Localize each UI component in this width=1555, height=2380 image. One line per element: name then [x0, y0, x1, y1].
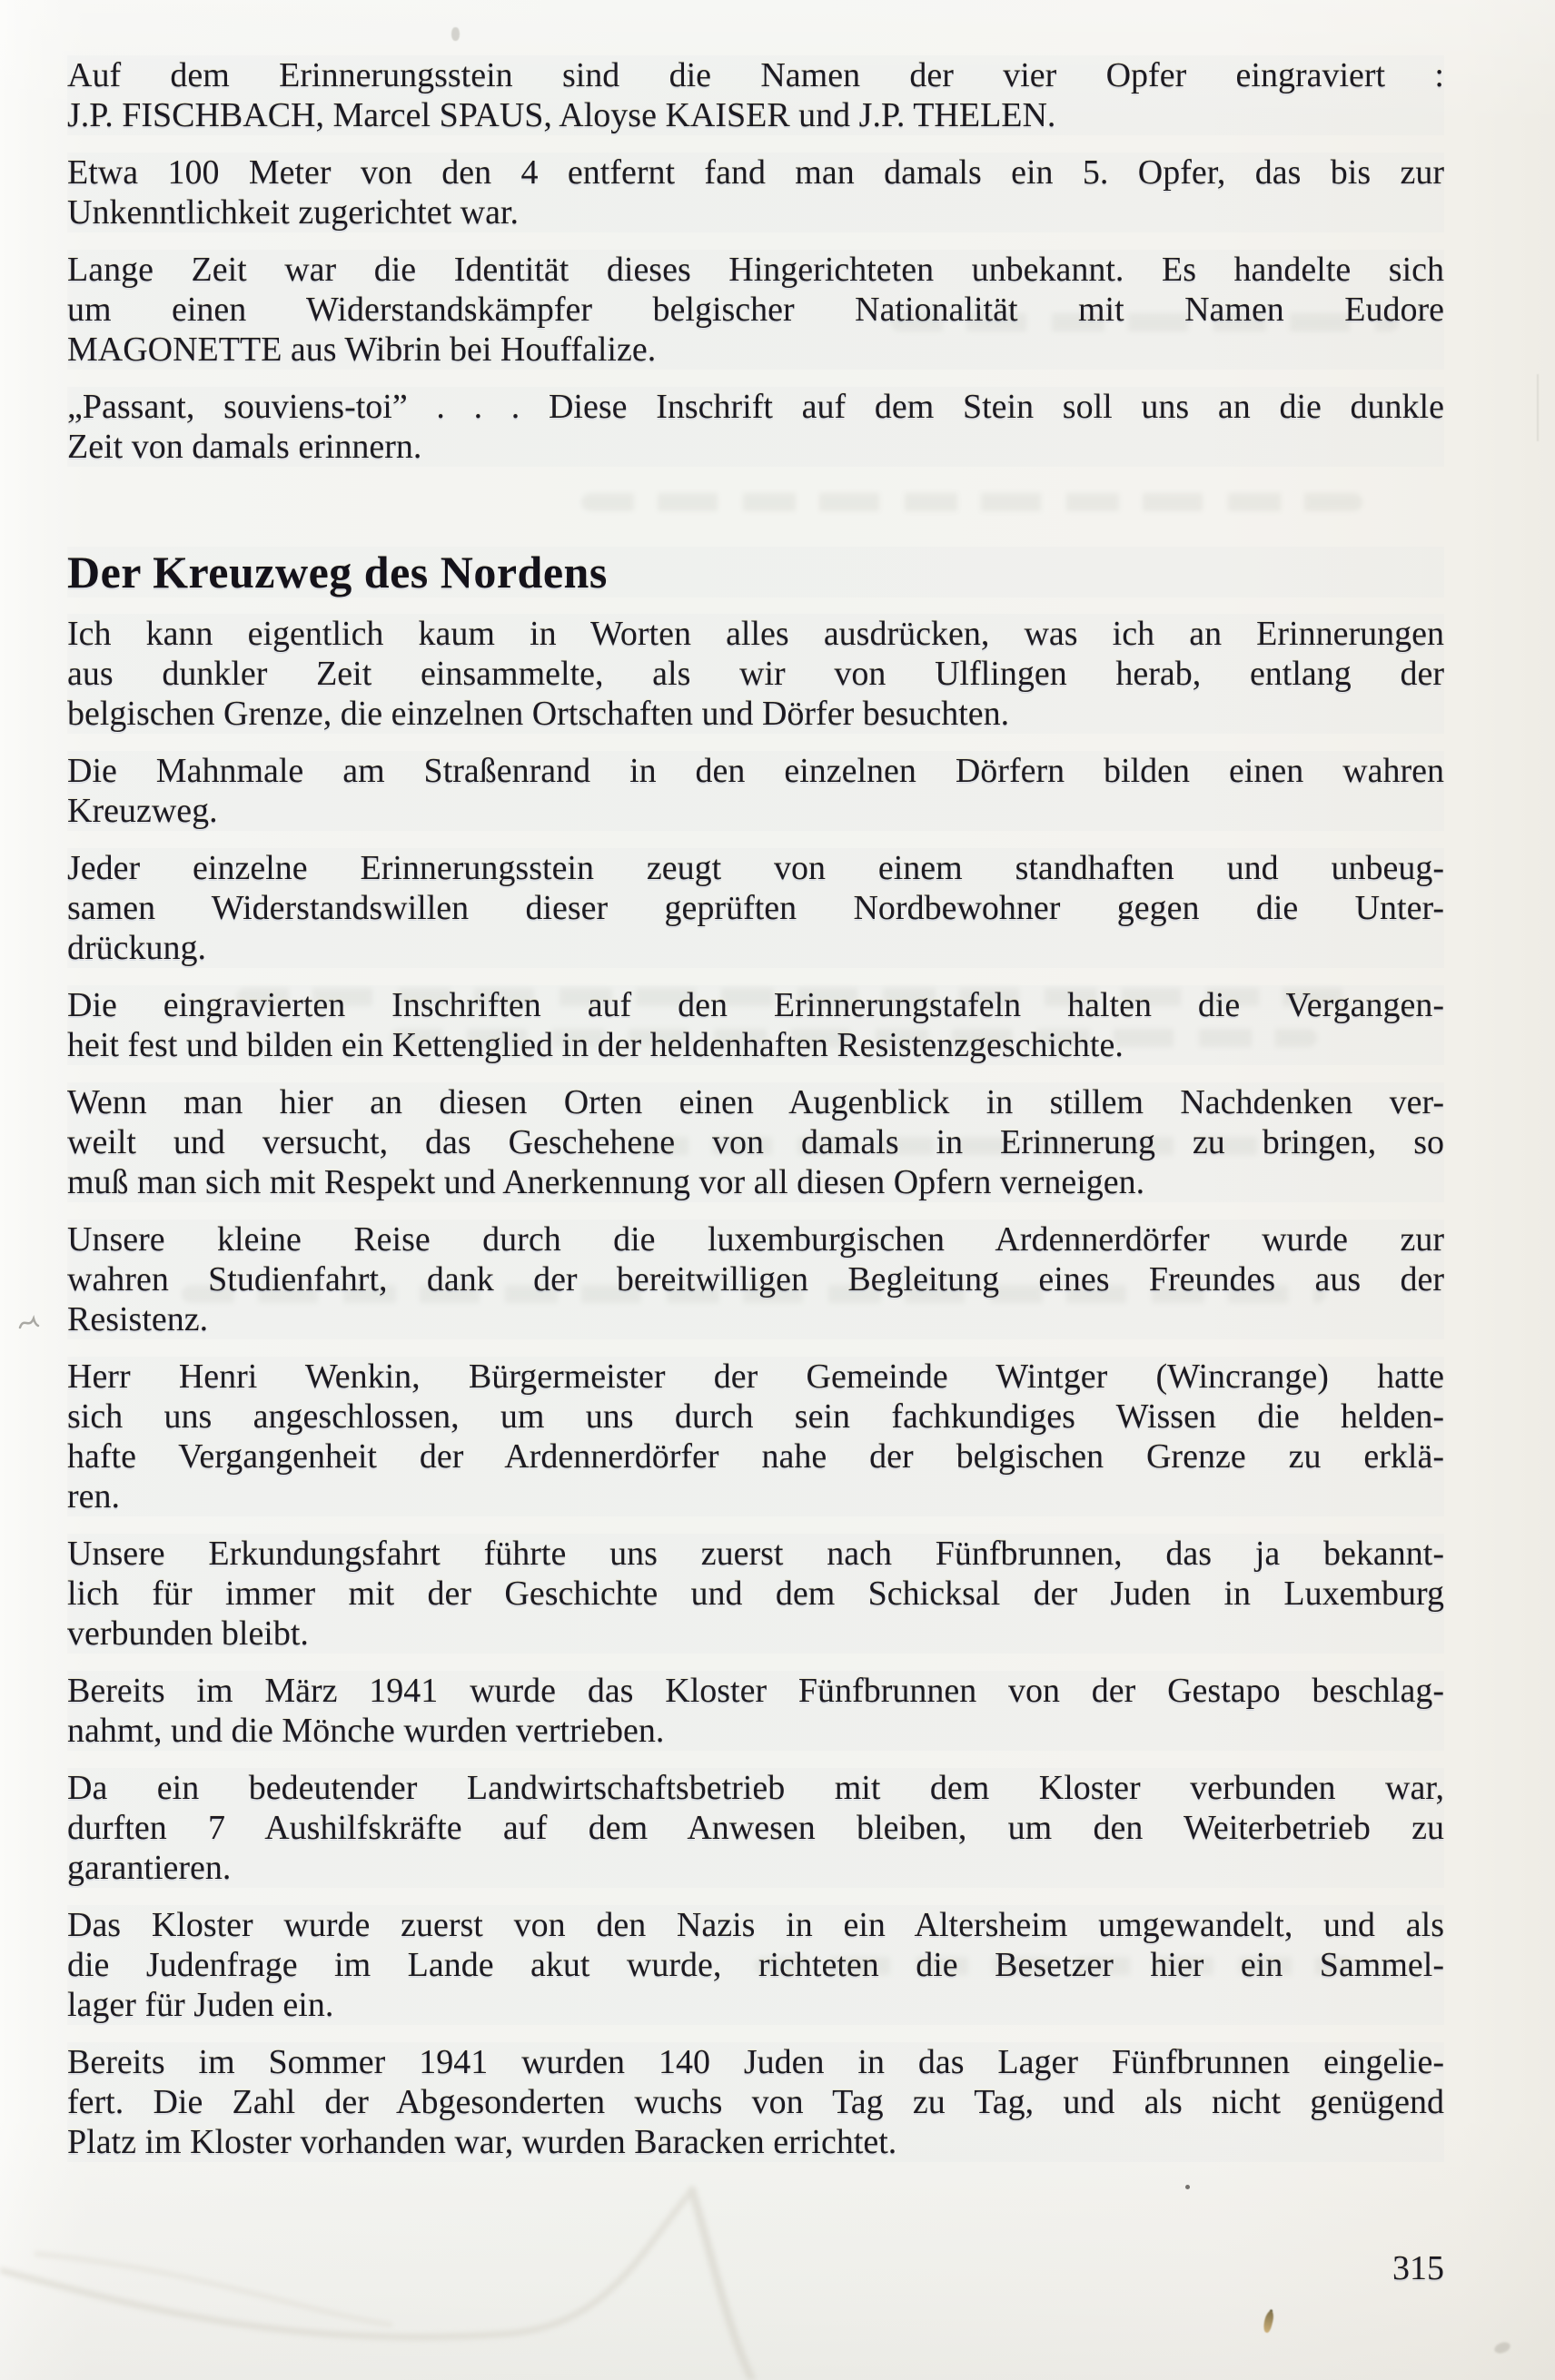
paragraph-line: Die eingravierten Inschriften auf den Erinnerungstafeln halten die Vergangen- — [67, 986, 1444, 1024]
smudge-fleck-artifact — [1493, 2340, 1512, 2355]
paragraph — [67, 1768, 1444, 1888]
paper-crease-artifact — [1537, 374, 1539, 441]
paragraph-line: Bereits im Sommer 1941 wurden 140 Juden in das Lager Fünfbrunnen eingelie- — [67, 2043, 1444, 2081]
paragraph-line: um einen Widerstandskämpfer belgischer Nationalität mit Namen Eudore — [67, 291, 1444, 329]
paragraph-line: nahmt, und die Mönche wurden vertrieben. — [67, 1711, 1444, 1751]
paragraph-line: belgischen Grenze, die einzelnen Ortschaften und Dörfer besuchten. — [67, 694, 1444, 734]
paragraph-line: weilt und versucht, das Geschehene von damals in Erinnerung zu bringen, so — [67, 1123, 1444, 1161]
paragraph-line: fert. Die Zahl der Abgesonderten wuchs von Tag zu Tag, und als nicht genügend — [67, 2083, 1444, 2121]
paragraph-line: Platz im Kloster vorhanden war, wurden Baracken errichtet. — [67, 2122, 1444, 2162]
paragraph — [67, 848, 1444, 968]
paragraph-line: Lange Zeit war die Identität dieses Hingerichteten unbekannt. Es handelte sich — [67, 251, 1444, 289]
paragraph — [67, 1220, 1444, 1339]
page-number: 315 — [1392, 2249, 1444, 2287]
paragraph-line: Herr Henri Wenkin, Bürgermeister der Gemeinde Wintger (Wincrange) hatte — [67, 1358, 1444, 1396]
paragraph-line: sich uns angeschlossen, um uns durch sein fachkundiges Wissen die helden- — [67, 1397, 1444, 1436]
paragraph-line: Zeit von damals erinnern. — [67, 427, 1444, 467]
paragraph-line: Unkenntlichkeit zugerichtet war. — [67, 193, 1444, 232]
paragraph-line: wahren Studienfahrt, dank der bereitwilligen Begleitung eines Freundes aus der — [67, 1260, 1444, 1299]
paragraph-line: Das Kloster wurde zuerst von den Nazis in ein Altersheim umgewandelt, und als — [67, 1906, 1444, 1944]
paragraph-line: Unsere kleine Reise durch die luxemburgischen Ardennerdörfer wurde zur — [67, 1220, 1444, 1259]
paragraph-line: muß man sich mit Respekt und Anerkennung vor all diesen Opfern verneigen. — [67, 1162, 1444, 1202]
paragraph — [67, 985, 1444, 1065]
paragraph-line: Unsere Erkundungsfahrt führte uns zuerst nach Fünfbrunnen, das ja bekannt- — [67, 1535, 1444, 1573]
paragraph-line: samen Widerstandswillen dieser geprüften Nordbewohner gegen die Unter- — [67, 889, 1444, 927]
paragraph — [67, 1357, 1444, 1516]
ink-dot-artifact — [1185, 2185, 1190, 2189]
paragraph-line: J.P. FISCHBACH, Marcel SPAUS, Aloyse KAISER und J.P. THELEN. — [67, 95, 1444, 135]
margin-squiggle-artifact — [18, 1314, 40, 1334]
paragraph-line: Jeder einzelne Erinnerungsstein zeugt von einem standhaften und unbeug- — [67, 849, 1444, 887]
paragraph-line: lager für Juden ein. — [67, 1985, 1444, 2025]
paragraph-line: aus dunkler Zeit einsammelte, als wir von Ulflingen herab, entlang der — [67, 655, 1444, 693]
paragraph — [67, 614, 1444, 734]
paragraph-line: garantieren. — [67, 1848, 1444, 1888]
paragraph-line: die Judenfrage im Lande akut wurde, richteten die Besetzer hier ein Sammel- — [67, 1946, 1444, 1984]
paragraph-line: „Passant, souviens-toi” . . . Diese Inschrift auf dem Stein soll uns an die dunkle — [67, 388, 1444, 426]
paragraph — [67, 1082, 1444, 1202]
paragraph-line: heit fest und bilden ein Kettenglied in der heldenhaften Resistenzgeschichte. — [67, 1025, 1444, 1065]
stain-fleck-artifact — [1262, 2310, 1275, 2333]
paragraph-line: Etwa 100 Meter von den 4 entfernt fand man damals ein 5. Opfer, das bis zur — [67, 153, 1444, 192]
paragraph — [67, 751, 1444, 831]
paragraph-line: hafte Vergangenheit der Ardennerdörfer nahe der belgischen Grenze zu erklä- — [67, 1437, 1444, 1476]
paragraph — [67, 55, 1444, 135]
paragraph-line: Kreuzweg. — [67, 791, 1444, 831]
paper-speck-artifact — [451, 27, 460, 41]
paragraph-line: lich für immer mit der Geschichte und dem Schicksal der Juden in Luxemburg — [67, 1575, 1444, 1613]
paragraph-line: MAGONETTE aus Wibrin bei Houffalize. — [67, 330, 1444, 370]
text-column — [67, 55, 1444, 2179]
section-heading: Der Kreuzweg des Nordens — [67, 547, 1444, 597]
paragraph-line: Bereits im März 1941 wurde das Kloster Fünfbrunnen von der Gestapo beschlag- — [67, 1672, 1444, 1710]
paragraph-line: Auf dem Erinnerungsstein sind die Namen der vier Opfer eingraviert : — [67, 56, 1444, 94]
paragraph — [67, 2042, 1444, 2162]
paragraph — [67, 1534, 1444, 1654]
paragraph-line: verbunden bleibt. — [67, 1614, 1444, 1654]
paragraph — [67, 1905, 1444, 2025]
paragraph — [67, 387, 1444, 467]
paragraph — [67, 153, 1444, 232]
paragraph-line: Resistenz. — [67, 1299, 1444, 1339]
paragraph — [67, 1671, 1444, 1751]
paragraph-line: drückung. — [67, 928, 1444, 968]
paragraph — [67, 250, 1444, 370]
paragraph-line: Wenn man hier an diesen Orten einen Augenblick in stillem Nachdenken ver- — [67, 1083, 1444, 1121]
paragraph-line: Die Mahnmale am Straßenrand in den einzelnen Dörfern bilden einen wahren — [67, 752, 1444, 790]
paragraph-line: Ich kann eigentlich kaum in Worten alles ausdrücken, was ich an Erinnerungen — [67, 615, 1444, 653]
paragraph-line: Da ein bedeutender Landwirtschaftsbetrieb mit dem Kloster verbunden war, — [67, 1769, 1444, 1807]
paragraph-line: durften 7 Aushilfskräfte auf dem Anwesen bleiben, um den Weiterbetrieb zu — [67, 1809, 1444, 1847]
paragraph-line: ren. — [67, 1476, 1444, 1516]
